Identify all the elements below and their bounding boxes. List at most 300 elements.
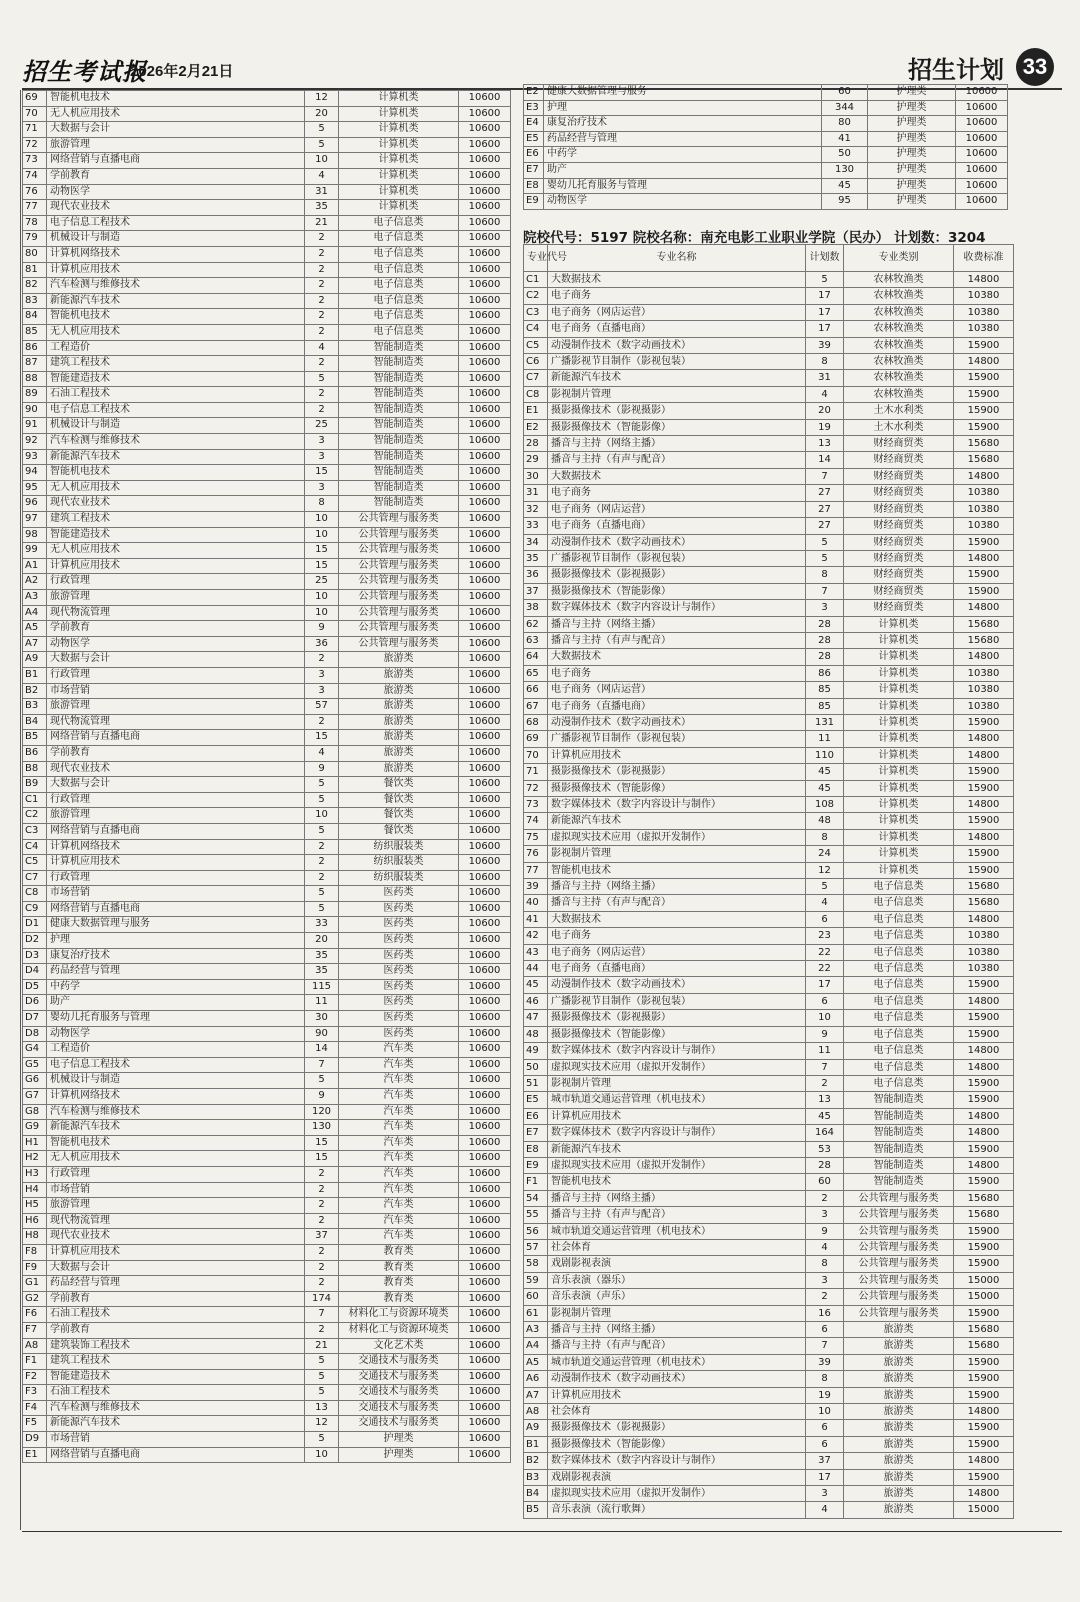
major-code: 73 [23,153,47,169]
major-code: 99 [23,543,47,559]
tuition-fee: 15000 [954,1272,1014,1288]
table-row [23,278,511,294]
plan-count: 2 [305,1322,339,1338]
tuition-fee: 10600 [459,1166,511,1182]
major-name: 旅游管理 [47,137,305,153]
major-name: 电子信息工程技术 [47,215,305,231]
tuition-fee: 10600 [459,808,511,824]
major-category: 计算机类 [339,168,459,184]
tuition-fee: 10600 [459,777,511,793]
tuition-fee: 14800 [954,600,1014,616]
plan-count: 2 [305,1182,339,1198]
table-row [23,480,511,496]
major-category: 医药类 [339,917,459,933]
major-code: 80 [23,246,47,262]
table-row [23,215,511,231]
major-category: 财经商贸类 [844,518,954,534]
table-row [524,895,1014,911]
major-category: 旅游类 [339,730,459,746]
major-category: 护理类 [868,116,956,132]
major-name: 数字媒体技术（数字内容设计与制作） [548,1043,806,1059]
plan-count: 115 [305,979,339,995]
header-major: 专业名称 [548,245,806,272]
tuition-fee: 10380 [954,288,1014,304]
table-row [524,1371,1014,1387]
major-name: 行政管理 [47,870,305,886]
major-code: A9 [23,652,47,668]
major-code: G2 [23,1291,47,1307]
table-row [23,418,511,434]
table-row [524,1256,1014,1272]
plan-count: 27 [806,501,844,517]
table-row [23,855,511,871]
major-category: 智能制造类 [339,418,459,434]
major-code: A4 [524,1338,548,1354]
table-row [524,1289,1014,1305]
plan-count: 108 [806,797,844,813]
tuition-fee: 15680 [954,1338,1014,1354]
table-row [23,870,511,886]
major-name: 智能机电技术 [548,862,806,878]
plan-count: 10 [305,605,339,621]
plan-count: 25 [305,418,339,434]
table-row [524,501,1014,517]
major-category: 智能制造类 [844,1108,954,1124]
major-category: 旅游类 [844,1371,954,1387]
tuition-fee: 10380 [954,944,1014,960]
major-category: 电子信息类 [844,895,954,911]
table-row [524,386,1014,402]
plan-count: 17 [806,977,844,993]
table-row [23,979,511,995]
college-heading: 院校代号：5197 院校名称：南充电影工业职业学院（民办） 计划数：3204 [523,230,986,246]
plan-count: 36 [305,636,339,652]
major-category: 护理类 [868,85,956,101]
tuition-fee: 15900 [954,1141,1014,1157]
plan-count: 28 [806,616,844,632]
plan-count: 35 [305,200,339,216]
major-name: 城市轨道交通运营管理（机电技术） [548,1223,806,1239]
plan-count: 3 [305,480,339,496]
plan-count: 3 [806,1272,844,1288]
major-code: E1 [23,1447,47,1463]
major-code: H1 [23,1135,47,1151]
major-name: 旅游管理 [47,1198,305,1214]
major-name: 建筑装饰工程技术 [47,1338,305,1354]
major-code: C4 [23,839,47,855]
major-code: 65 [524,665,548,681]
major-name: 数字媒体技术（数字内容设计与制作） [548,600,806,616]
major-code: 95 [23,480,47,496]
table-row [524,961,1014,977]
major-name: 电子商务（网店运营） [548,304,806,320]
major-code: C3 [524,304,548,320]
tuition-fee: 10600 [459,1104,511,1120]
major-name: 护理 [47,933,305,949]
major-name: 大数据技术 [548,468,806,484]
major-code: 68 [524,714,548,730]
plan-count: 2 [305,1260,339,1276]
major-code: 44 [524,961,548,977]
plan-count: 3 [305,683,339,699]
table-row [524,100,1008,116]
major-name: 计算机应用技术 [47,1244,305,1260]
major-category: 电子信息类 [339,231,459,247]
table-row [23,590,511,606]
plan-count: 9 [806,1223,844,1239]
major-category: 医药类 [339,995,459,1011]
major-category: 汽车类 [339,1104,459,1120]
tuition-fee: 15900 [954,764,1014,780]
tuition-fee: 10600 [459,745,511,761]
major-name: 播音与主持（有声与配音） [548,895,806,911]
major-code: F2 [23,1369,47,1385]
tuition-fee: 10600 [459,262,511,278]
plan-count: 5 [305,1432,339,1448]
plan-count: 10 [305,527,339,543]
major-code: 29 [524,452,548,468]
major-category: 智能制造类 [844,1125,954,1141]
plan-count: 9 [305,621,339,637]
major-category: 纺织服装类 [339,855,459,871]
tuition-fee: 10600 [459,1026,511,1042]
major-category: 财经商贸类 [844,600,954,616]
major-code: 51 [524,1075,548,1091]
major-name: 音乐表演（声乐） [548,1289,806,1305]
table-row [23,371,511,387]
major-name: 大数据技术 [548,649,806,665]
tuition-fee: 15900 [954,1305,1014,1321]
plan-count: 2 [305,839,339,855]
major-code: A3 [524,1322,548,1338]
plan-count: 8 [806,1256,844,1272]
major-code: A2 [23,574,47,590]
major-name: 摄影摄像技术（影视摄影） [548,403,806,419]
plan-count: 6 [806,1322,844,1338]
major-category: 材料化工与资源环境类 [339,1322,459,1338]
table-row [23,1400,511,1416]
table-row [524,272,1014,288]
major-code: 28 [524,436,548,452]
table-row [23,496,511,512]
table-row [23,636,511,652]
major-category: 电子信息类 [339,262,459,278]
major-category: 文化艺术类 [339,1338,459,1354]
table-row [524,1338,1014,1354]
major-code: G9 [23,1120,47,1136]
major-name: 计算机网络技术 [47,246,305,262]
tuition-fee: 10380 [954,961,1014,977]
major-code: 63 [524,632,548,648]
major-code: D9 [23,1432,47,1448]
major-category: 护理类 [868,194,956,210]
major-code: 84 [23,309,47,325]
major-code: 74 [524,813,548,829]
major-code: 74 [23,168,47,184]
plan-count: 15 [305,558,339,574]
major-category: 汽车类 [339,1120,459,1136]
major-category: 护理类 [868,178,956,194]
table-row [23,948,511,964]
major-category: 公共管理与服务类 [339,574,459,590]
major-code: 61 [524,1305,548,1321]
tuition-fee: 15900 [954,583,1014,599]
major-name: 计算机应用技术 [47,855,305,871]
plan-count: 10 [305,153,339,169]
major-name: 计算机应用技术 [47,262,305,278]
major-code: 54 [524,1190,548,1206]
major-name: 工程造价 [47,1042,305,1058]
table-row [23,823,511,839]
major-name: 摄影摄像技术（影视摄影） [548,1010,806,1026]
tuition-fee: 10600 [459,1244,511,1260]
plan-count: 174 [305,1291,339,1307]
tuition-fee: 10380 [954,682,1014,698]
plan-count: 13 [806,1092,844,1108]
plan-count: 8 [806,1371,844,1387]
major-code: C1 [23,792,47,808]
plan-count: 45 [806,1108,844,1124]
major-category: 旅游类 [339,745,459,761]
major-code: A4 [23,605,47,621]
table-row [524,452,1014,468]
plan-count: 3 [305,434,339,450]
plan-count: 8 [806,354,844,370]
table-row [524,731,1014,747]
tuition-fee: 15900 [954,1174,1014,1190]
major-name: 旅游管理 [47,590,305,606]
major-category: 旅游类 [844,1469,954,1485]
table-row [23,309,511,325]
plan-count: 31 [806,370,844,386]
major-name: 电子商务（网店运营） [548,682,806,698]
plan-count: 131 [806,714,844,730]
major-name: 摄影摄像技术（影视摄影） [548,567,806,583]
plan-count: 110 [806,747,844,763]
major-code: 69 [23,91,47,107]
major-category: 医药类 [339,1011,459,1027]
tuition-fee: 10600 [459,1135,511,1151]
tuition-fee: 10600 [459,917,511,933]
major-name: 网络营销与直播电商 [47,1447,305,1463]
major-category: 电子信息类 [339,309,459,325]
major-name: 计算机网络技术 [47,1089,305,1105]
major-category: 电子信息类 [844,961,954,977]
major-name: 播音与主持（有声与配音） [548,452,806,468]
major-category: 计算机类 [339,200,459,216]
major-category: 公共管理与服务类 [844,1223,954,1239]
tuition-fee: 10380 [954,321,1014,337]
major-code: E5 [524,1092,548,1108]
major-code: C9 [23,901,47,917]
table-row [524,846,1014,862]
plan-count: 90 [305,1026,339,1042]
major-name: 石油工程技术 [47,1385,305,1401]
major-code: H6 [23,1213,47,1229]
tuition-fee: 15900 [954,337,1014,353]
table-row [524,162,1008,178]
major-name: 音乐表演（器乐） [548,1272,806,1288]
major-name: 大数据与会计 [47,1260,305,1276]
table-row [524,600,1014,616]
table-row [524,1026,1014,1042]
major-category: 智能制造类 [339,480,459,496]
major-category: 旅游类 [844,1436,954,1452]
tuition-fee: 10600 [459,823,511,839]
major-category: 公共管理与服务类 [844,1256,954,1272]
tuition-fee: 10600 [459,106,511,122]
major-category: 汽车类 [339,1089,459,1105]
major-category: 计算机类 [844,632,954,648]
major-code: B8 [23,761,47,777]
table-row [524,288,1014,304]
tuition-fee: 15900 [954,1092,1014,1108]
plan-count: 2 [305,1276,339,1292]
plan-count: 3 [305,449,339,465]
table-row [23,356,511,372]
major-name: 学前教育 [47,1291,305,1307]
major-name: 电子商务 [548,665,806,681]
table-row [524,1436,1014,1452]
table-row [524,534,1014,550]
table-row [23,543,511,559]
major-code: B3 [23,699,47,715]
tuition-fee: 10600 [459,1151,511,1167]
major-code: A7 [524,1387,548,1403]
major-category: 智能制造类 [844,1092,954,1108]
table-row [524,1305,1014,1321]
tuition-fee: 10600 [459,340,511,356]
major-code: E9 [524,194,544,210]
major-category: 医药类 [339,933,459,949]
tuition-fee: 15900 [954,1223,1014,1239]
major-category: 计算机类 [844,714,954,730]
major-name: 摄影摄像技术（智能影像） [548,1436,806,1452]
plan-count: 2 [305,262,339,278]
major-name: 大数据技术 [548,272,806,288]
major-name: 摄影摄像技术（智能影像） [548,583,806,599]
plan-count: 2 [305,870,339,886]
tuition-fee: 15900 [954,1354,1014,1370]
major-category: 教育类 [339,1244,459,1260]
table-row [524,550,1014,566]
major-name: 现代农业技术 [47,200,305,216]
major-category: 智能制造类 [844,1141,954,1157]
table-row [524,194,1008,210]
major-category: 护理类 [868,162,956,178]
major-code: B3 [524,1469,548,1485]
major-category: 财经商贸类 [844,567,954,583]
plan-count: 23 [806,928,844,944]
table-row [23,1291,511,1307]
tuition-fee: 15900 [954,1420,1014,1436]
major-category: 护理类 [868,100,956,116]
major-category: 计算机类 [844,813,954,829]
major-name: 社会体育 [548,1404,806,1420]
plan-count: 5 [305,886,339,902]
major-category: 智能制造类 [844,1174,954,1190]
table-row [23,449,511,465]
major-category: 智能制造类 [339,340,459,356]
major-name: 现代农业技术 [47,1229,305,1245]
major-category: 电子信息类 [844,977,954,993]
major-name: 无人机应用技术 [47,324,305,340]
major-category: 计算机类 [844,780,954,796]
table-row [524,1010,1014,1026]
table-row [524,714,1014,730]
major-category: 交通技术与服务类 [339,1400,459,1416]
table-row [23,91,511,107]
major-name: 计算机应用技术 [47,558,305,574]
major-name: 电子商务（直播电商） [548,518,806,534]
plan-count: 2 [305,855,339,871]
major-category: 汽车类 [339,1198,459,1214]
table-row [23,200,511,216]
plan-count: 2 [305,1213,339,1229]
tuition-fee: 10600 [459,792,511,808]
table-row [524,1141,1014,1157]
major-category: 智能制造类 [339,496,459,512]
major-category: 电子信息类 [844,993,954,1009]
tuition-fee: 15900 [954,386,1014,402]
major-code: 70 [23,106,47,122]
major-code: 90 [23,402,47,418]
major-name: 智能机电技术 [47,465,305,481]
major-code: 40 [524,895,548,911]
table-row [524,1207,1014,1223]
major-name: 智能机电技术 [47,1135,305,1151]
tuition-fee: 15680 [954,895,1014,911]
table-row [524,632,1014,648]
major-code: 72 [524,780,548,796]
major-category: 公共管理与服务类 [844,1239,954,1255]
major-code: 62 [524,616,548,632]
table-row [23,574,511,590]
major-category: 电子信息类 [844,1043,954,1059]
tuition-fee: 10600 [459,1229,511,1245]
tuition-fee: 10600 [459,621,511,637]
major-code: E1 [524,403,548,419]
major-code: 32 [524,501,548,517]
tuition-fee: 15680 [954,1207,1014,1223]
table-row [23,387,511,403]
plan-count: 10 [305,1447,339,1463]
tuition-fee: 14800 [954,1043,1014,1059]
major-name: 动物医学 [544,194,822,210]
plan-count: 2 [305,246,339,262]
tuition-fee: 10600 [459,527,511,543]
major-code: D6 [23,995,47,1011]
plan-count: 53 [806,1141,844,1157]
tuition-fee: 10380 [954,518,1014,534]
major-name: 智能机电技术 [47,91,305,107]
table-row [23,184,511,200]
tuition-fee: 15680 [954,1322,1014,1338]
major-code: 97 [23,512,47,528]
major-category: 汽车类 [339,1073,459,1089]
table-row [23,995,511,1011]
table-row [524,665,1014,681]
major-category: 医药类 [339,979,459,995]
tuition-fee: 10600 [459,855,511,871]
table-row [23,1057,511,1073]
plan-count: 10 [305,808,339,824]
plan-count: 5 [806,272,844,288]
plan-count: 2 [305,231,339,247]
major-code: F7 [23,1322,47,1338]
major-code: B5 [23,730,47,746]
tuition-fee: 10600 [459,1042,511,1058]
